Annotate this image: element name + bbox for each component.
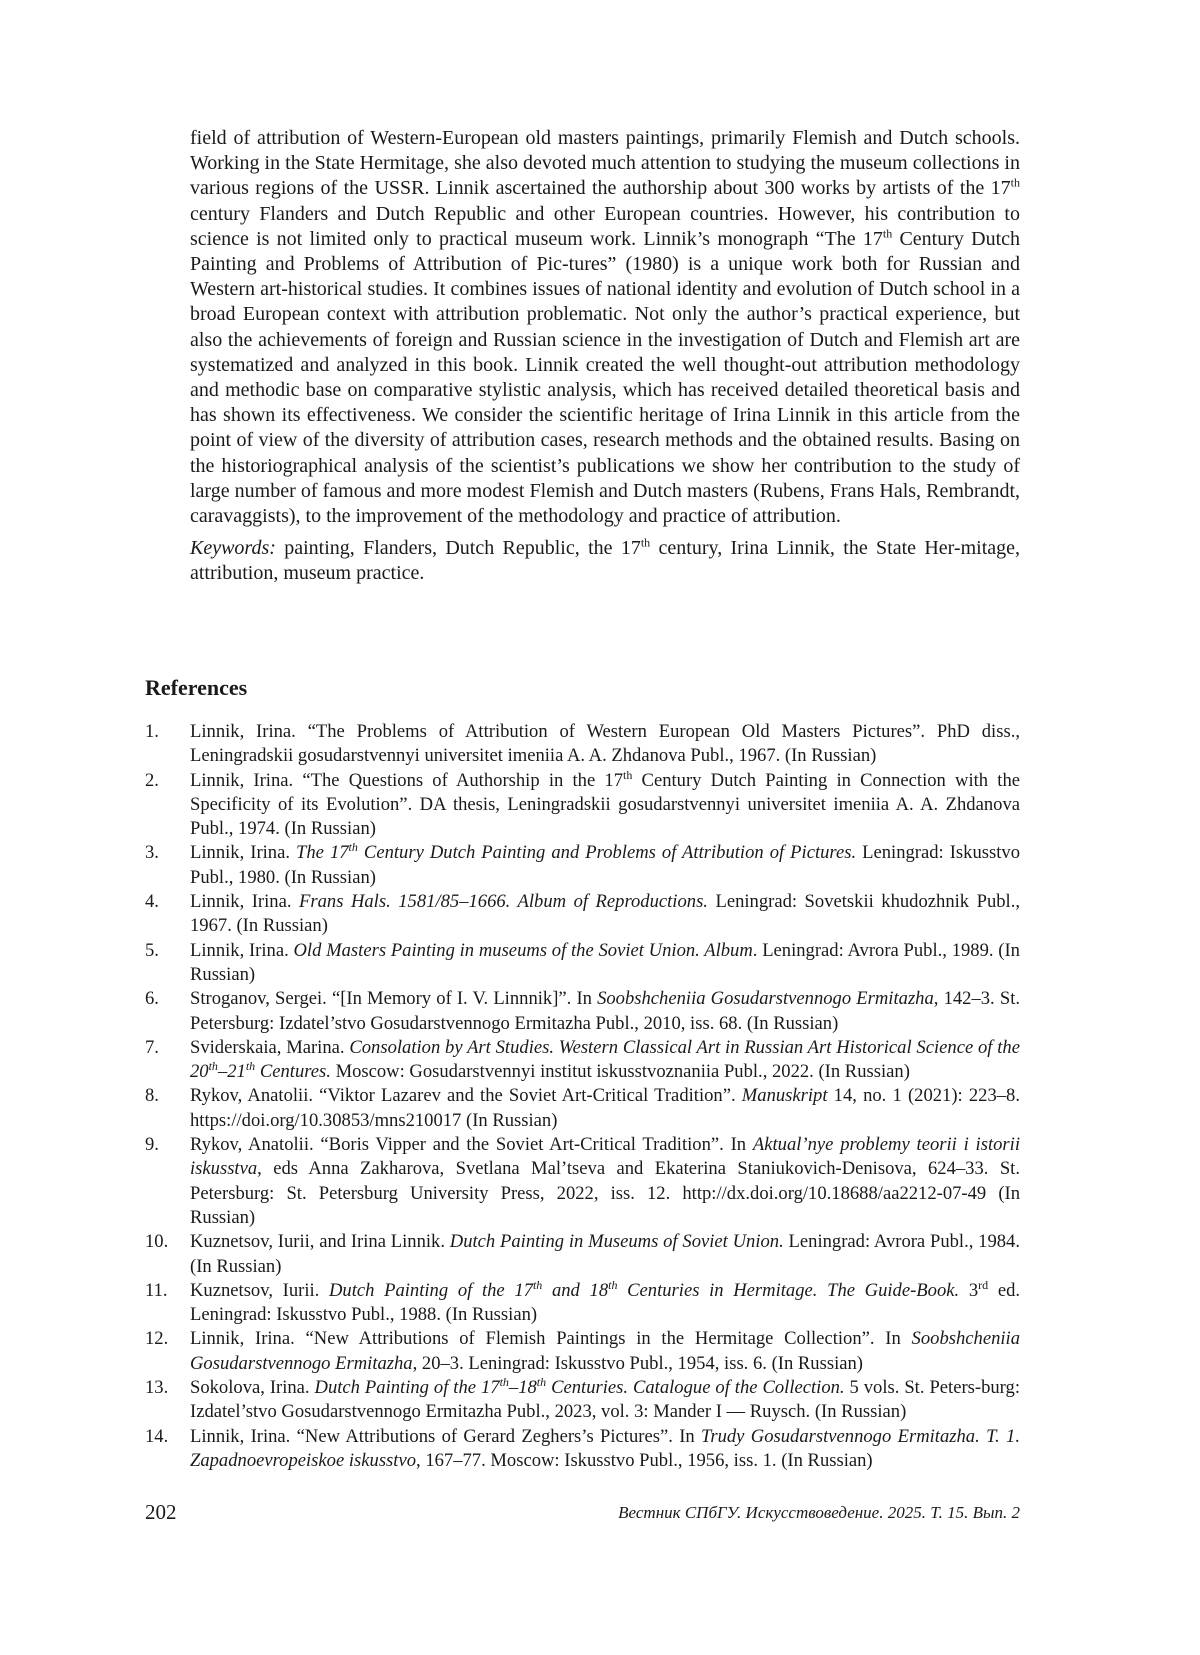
reference-item [145, 1425, 1020, 1474]
reference-item [145, 769, 1020, 842]
reference-text: Linnik, Irina. “The Problems of Attribution of Western European Old Masters Pictures”. PhD diss., Leningradskii gosudarstvennyi universitet imeniia A. A. Zhdanova Publ., 1967. (In Russian) [190, 721, 1020, 767]
reference-item [145, 987, 1020, 1036]
reference-text: Linnik, Irina. “The Questions of Authorship in the 17th Century Dutch Painting in Connection with the Specificity of its Evolution”. DA thesis, Leningradskii gosudarstvennyi universitet imeniia A. A. Zhdanova Publ., 1974. (In Russian) [190, 767, 1021, 840]
reference-text: Linnik, Irina. “New Attributions of Gerard Zeghers’s Pictures”. In Trudy Gosudarstvennogo Ermitazha. T. 1. Zapadnoevropeiskoe iskusstvo, 167–77. Moscow: Iskusstvo Publ., 1956, iss. 1. (In Russian) [190, 1425, 1020, 1471]
abstract-paragraph: field of attribution of Western-European old masters paintings, primarily Flemish and Dutch schools. Working in the State Hermitage, she also devoted much attention to studying the museum collections in various regions of the USSR. Linnik ascertained the authorship about 300 works by artists of the 17th century Flanders and Dutch Republic and other European countries. However, his contribution to science is not limited only to practical museum work. Linnik’s monograph “The 17th Century Dutch Painting and Problems of Attribution of Pic-tures” (1980) is a unique work both for Russian and Western art-historical studies. It combines issues of national identity and evolution of Dutch school in a broad European context with attribution problematic. Not only the author’s practical experience, but also the achievements of foreign and Russian science in the investigation of Dutch and Flemish art are systematized and analyzed in this book. Linnik created the well thought-out attribution methodology and methodic base on comparative stylistic analysis, which has received detailed theoretical basis and has shown its effectiveness. We consider the scientific heritage of Irina Linnik in this article from the point of view of the diversity of attribution cases, research methods and the obtained results. Basing on the historiographical analysis of the scientist’s publications we show her contribution to the study of large number of famous and more modest Flemish and Dutch masters (Rubens, Frans Hals, Rembrandt, caravaggists), to the improvement of the methodology and practice of attribution. [190, 127, 1021, 528]
reference-item [145, 720, 1020, 769]
reference-number: 6. [145, 988, 159, 1010]
reference-number: 3. [145, 842, 159, 864]
reference-text: Linnik, Irina. The 17th Century Dutch Painting and Problems of Attribution of Pictures. Leningrad: Iskusstvo Publ., 1980. (In Russian) [190, 840, 1020, 888]
reference-number: 10. [145, 1231, 169, 1253]
reference-number: 5. [145, 939, 159, 961]
reference-number: 11. [145, 1279, 168, 1301]
reference-text: Rykov, Anatolii. “Viktor Lazarev and the Soviet Art-Critical Tradition”. Manuskript 14, no. 1 (2021): 223–8. https://doi.org/10.30853/mns210017 (In Russian) [190, 1085, 1020, 1131]
abstract [190, 126, 1020, 587]
reference-number: 14. [145, 1425, 169, 1447]
reference-item [145, 841, 1020, 890]
reference-item [145, 1327, 1020, 1376]
reference-number: 13. [145, 1377, 169, 1399]
reference-number: 2. [145, 769, 159, 791]
reference-item [145, 1376, 1020, 1425]
keywords-label: Keywords: [190, 537, 276, 560]
reference-text: Kuznetsov, Iurii, and Irina Linnik. Dutch Painting in Museums of Soviet Union. Leningrad: Avrora Publ., 1984. (In Russian) [190, 1231, 1021, 1277]
reference-item [145, 1133, 1020, 1230]
reference-item [145, 939, 1020, 988]
reference-item [145, 1230, 1020, 1279]
reference-number: 9. [145, 1134, 159, 1156]
reference-text: Linnik, Irina. “New Attributions of Flemish Paintings in the Hermitage Collection”. In Soobshcheniia Gosudarstvennogo Ermitazha, 20–3. Leningrad: Iskusstvo Publ., 1954, iss. 6. (In Russian) [190, 1328, 1020, 1374]
keywords-line: Keywords: painting, Flanders, Dutch Republic, the 17th century, Irina Linnik, the State Her-mitage, attribution, museum practice. [190, 535, 1020, 585]
reference-item [145, 1279, 1020, 1328]
reference-number: 8. [145, 1085, 159, 1107]
reference-text: Sokolova, Irina. Dutch Painting of the 17th–18th Centuries. Catalogue of the Collection. 5 vols. St. Peters-burg: Izdatel’stvo Gosudarstvennogo Ermitazha Publ., 2023, vol. 3: Mander I — Ruysch. (In Russian) [190, 1374, 1020, 1423]
reference-item [145, 1084, 1020, 1133]
reference-number: 4. [145, 891, 159, 913]
reference-text: Linnik, Irina. Frans Hals. 1581/85–1666. Album of Reproductions. Leningrad: Sovetskii khudozhnik Publ., 1967. (In Russian) [190, 891, 1020, 937]
reference-number: 7. [145, 1036, 159, 1058]
reference-number: 12. [145, 1328, 169, 1350]
reference-item [145, 1036, 1020, 1085]
journal-title: Вестник СПбГУ. Искусствоведение. 2025. Т. 15. Вып. 2 [618, 1503, 1020, 1522]
reference-text: Kuznetsov, Iurii. Dutch Painting of the 17th and 18th Centuries in Hermitage. The Guide-Book. 3rd ed. Leningrad: Iskusstvo Publ., 1988. (In Russian) [190, 1277, 1021, 1326]
reference-text: Rykov, Anatolii. “Boris Vipper and the Soviet Art-Critical Tradition”. In Aktual’nye problemy teorii i istorii iskusstva, eds Anna Zakharova, Svetlana Mal’tseva and Ekaterina Staniukovich-Denisova, 624–33. St. Petersburg: St. Petersburg University Press, 2022, iss. 12. http://dx.doi.org/10.18688/aa2212-07-49 (In Russian) [190, 1134, 1020, 1228]
reference-text: Linnik, Irina. Old Masters Painting in museums of the Soviet Union. Album. Leningrad: Avrora Publ., 1989. (In Russian) [190, 939, 1020, 985]
page-number: 202 [145, 1500, 177, 1524]
reference-text: Sviderskaia, Marina. Consolation by Art Studies. Western Classical Art in Russian Art Historical Science of the 20th–21th Centures. Moscow: Gosudarstvennyi institut iskusstvoznaniia Publ., 2022. (In Russian) [190, 1036, 1020, 1083]
reference-item [145, 890, 1020, 939]
reference-text: Stroganov, Sergei. “[In Memory of I. V. Linnnik]”. In Soobshcheniia Gosudarstvennogo Ermitazha, 142–3. St. Petersburg: Izdatel’stvo Gosudarstvennogo Ermitazha Publ., 2010, iss. 68. (In Russian) [190, 988, 1021, 1034]
reference-number: 1. [145, 721, 159, 742]
references-list [145, 720, 1020, 1473]
references-heading: References [145, 675, 248, 700]
